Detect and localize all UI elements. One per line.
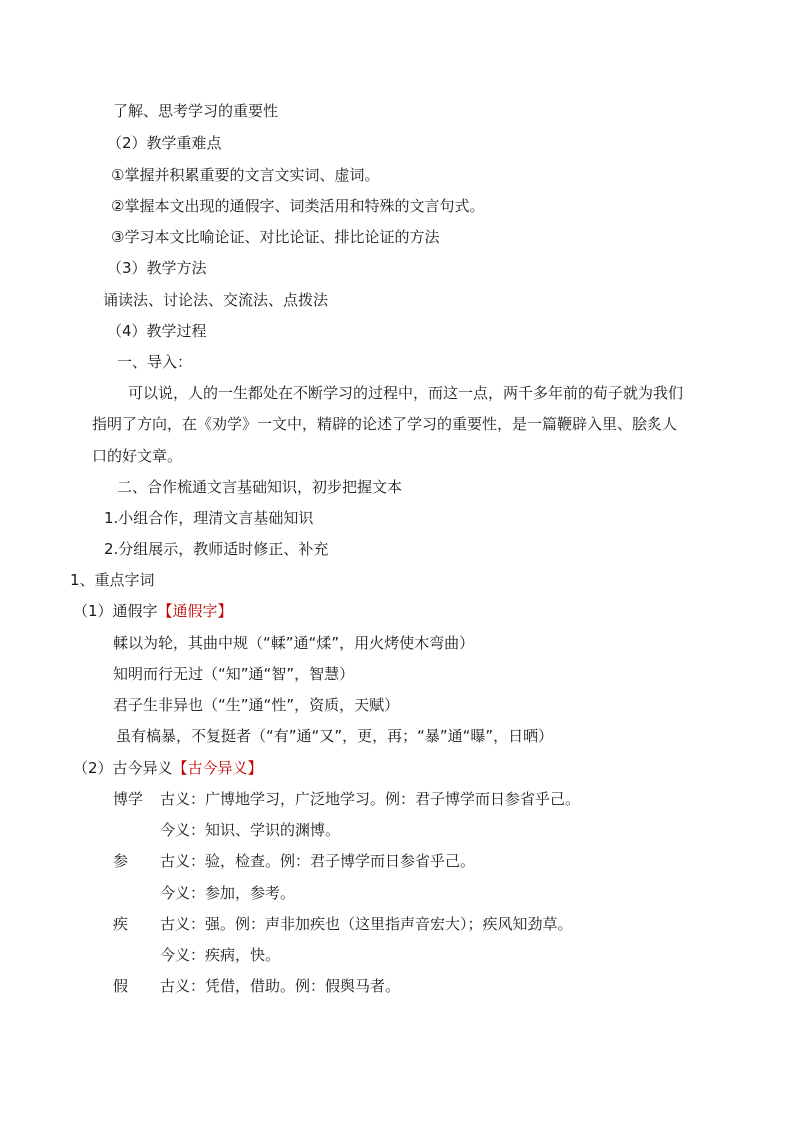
- gujin-heading: [73, 758, 263, 778]
- gujin-ancient-meaning: 古义：广博地学习，广泛地学习。例：君子博学而日参省乎己。: [160, 790, 581, 808]
- gujin-term: 疾: [113, 915, 129, 933]
- gujin-ancient-meaning: 古义：验，检查。例：君子博学而日参省乎己。: [160, 852, 476, 870]
- gujin-modern-meaning: 今义：疾病，快。: [160, 946, 281, 964]
- tongjia-item: 虽有槁暴，不复挺者（“有”通“又”，更，再；“暴”通“曝”，日晒）: [116, 727, 554, 745]
- section1-paragraph-line: 指明了方向，在《劝学》一文中，精辟的论述了学习的重要性，是一篇鞭辟入里、脍炙人: [92, 415, 678, 433]
- section1-paragraph-line: 口的好文章。: [92, 447, 183, 465]
- gujin-term: 参: [113, 852, 129, 870]
- section1-paragraph-line: 可以说，人的一生都处在不断学习的过程中，而这一点，两千多年前的荀子就为我们: [128, 384, 684, 402]
- keywords-heading: 1、重点字词: [70, 571, 155, 589]
- section1-heading: 一、导入：: [117, 353, 193, 371]
- goal-line: 了解、思考学习的重要性: [113, 102, 279, 120]
- gujin-term: 假: [113, 977, 129, 995]
- key-point-item: ②掌握本文出现的通假字、词类活用和特殊的文言句式。: [111, 197, 485, 215]
- gujin-label: （2）古今异义: [73, 759, 173, 777]
- tongjia-label: （1）通假字: [73, 602, 158, 620]
- gujin-ancient-meaning: 古义：凭借，借助。例：假舆马者。: [160, 977, 401, 995]
- gujin-tag: 【古今异义】: [172, 759, 263, 777]
- key-points-heading: （2）教学重难点: [107, 134, 222, 152]
- tongjia-item: 知明而行无过（“知”通“智”，智慧）: [113, 665, 355, 683]
- tongjia-heading: [73, 601, 233, 621]
- section2-heading: 二、合作梳通文言基础知识，初步把握文本: [117, 478, 403, 496]
- method-list: 诵读法、讨论法、交流法、点拨法: [103, 291, 329, 309]
- process-heading: （4）教学过程: [107, 322, 207, 340]
- tongjia-item: 君子生非异也（“生”通“性”，资质，天赋）: [113, 696, 400, 714]
- section2-step: 1.小组合作，理清文言基础知识: [104, 509, 314, 527]
- key-point-item: ①掌握并积累重要的文言文实词、虚词。: [111, 166, 380, 184]
- tongjia-item: 輮以为轮，其曲中规（“輮”通“煣”，用火烤使木弯曲）: [113, 634, 475, 652]
- method-heading: （3）教学方法: [107, 259, 207, 277]
- gujin-term: 博学: [113, 790, 144, 808]
- gujin-modern-meaning: 今义：参加，参考。: [160, 884, 296, 902]
- gujin-ancient-meaning: 古义：强。例：声非加疾也（这里指声音宏大）；疾风知劲草。: [160, 915, 573, 933]
- gujin-modern-meaning: 今义：知识、学识的渊博。: [160, 821, 341, 839]
- tongjia-tag: 【通假字】: [157, 602, 233, 620]
- section2-step: 2.分组展示，教师适时修正、补充: [104, 540, 329, 558]
- key-point-item: ③学习本文比喻论证、对比论证、排比论证的方法: [111, 228, 440, 246]
